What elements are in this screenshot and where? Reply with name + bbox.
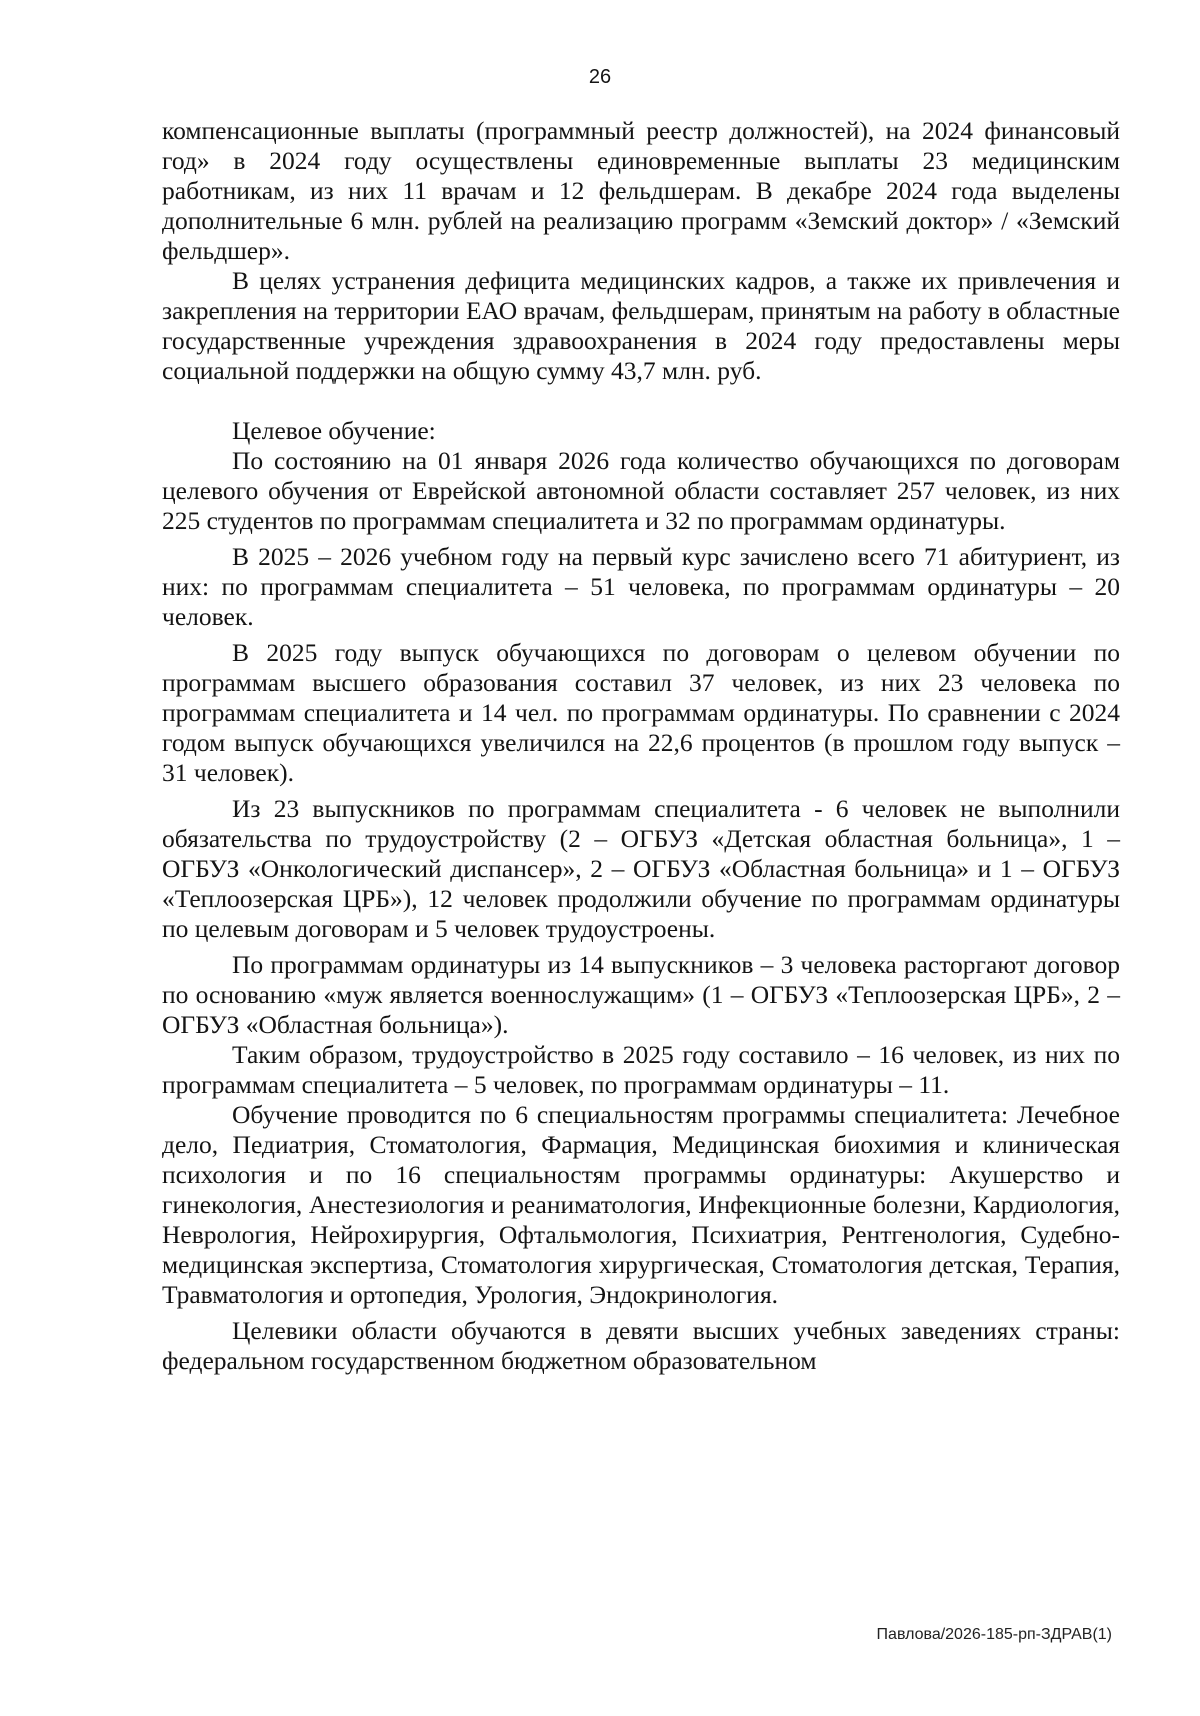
paragraph-employment-total: Таким образом, трудоустройство в 2025 году составило – 16 человек, из них по программам специалитета – 5 человек, по программам ординатуры – 11. xyxy=(162,1040,1120,1099)
paragraph-compensation-payments: компенсационные выплаты (программный реестр должностей), на 2024 финансовый год» в 2024 году осуществлены единовременные выплаты 23 медицинским работникам, из них 11 врачам и 12 фельдшерам. В декабре 2024 года выделены дополнительные 6 млн. рублей на реализацию программ «Земский доктор» / «Земский фельдшер». xyxy=(162,116,1120,265)
paragraph-enrollment: В 2025 – 2026 учебном году на первый курс зачислено всего 71 абитуриент, из них: по программам специалитета – 51 человека, по программам ординатуры – 20 человек. xyxy=(162,542,1120,631)
paragraph-social-support: В целях устранения дефицита медицинских кадров, а также их привлечения и закрепления на территории ЕАО врачам, фельдшерам, принятым на работу в областные государственные учреждения здравоохранения в 2024 году предоставлены меры социальной поддержки на общую сумму 43,7 млн. руб. xyxy=(162,266,1120,385)
paragraph-specialist-graduates: Из 23 выпускников по программам специалитета - 6 человек не выполнили обязательства по трудоустройству (2 – ОГБУЗ «Детская областная больница», 1 – ОГБУЗ «Онкологический диспансер», 2 – ОГБУЗ «Областная больница» и 1 – ОГБУЗ «Теплоозерская ЦРБ»), 12 человек продолжили обучение по программам ординатуры по целевым договорам и 5 человек трудоустроены. xyxy=(162,794,1120,943)
paragraph-residency-graduates: По программам ординатуры из 14 выпускников – 3 человека расторгают договор по основанию «муж является военнослужащим» (1 – ОГБУЗ «Теплоозерская ЦРБ», 2 – ОГБУЗ «Областная больница»). xyxy=(162,950,1120,1039)
paragraph-specialties: Обучение проводится по 6 специальностям программы специалитета: Лечебное дело, Педиатрия, Стоматология, Фармация, Медицинская биохимия и клиническая психология и по 16 специальностям программы ординатуры: Акушерство и гинекология, Анестезиология и реаниматология, Инфекционные болезни, Кардиология, Неврология, Нейрохирургия, Офтальмология, Психиатрия, Рентгенология, Судебно-медицинская экспертиза, Стоматология хирургическая, Стоматология детская, Терапия, Травматология и ортопедия, Урология, Эндокринология. xyxy=(162,1100,1120,1309)
document-footer-code: Павлова/2026-185-рп-ЗДРАВ(1) xyxy=(876,1626,1112,1643)
document-body xyxy=(162,116,1120,1376)
section-heading-targeted-training: Целевое обучение: xyxy=(232,416,436,445)
paragraph-graduates: В 2025 году выпуск обучающихся по договорам о целевом обучении по программам высшего образования составил 37 человек, из них 23 человека по программам специалитета и 14 чел. по программам ординатуры. По сравнении с 2024 годом выпуск обучающихся увеличился на 22,6 процентов (в прошлом году выпуск – 31 человек). xyxy=(162,638,1120,787)
paragraph-universities: Целевики области обучаются в девяти высших учебных заведениях страны: федеральном государственном бюджетном образовательном xyxy=(162,1316,1120,1375)
paragraph-students-count: По состоянию на 01 января 2026 года количество обучающихся по договорам целевого обучения от Еврейской автономной области составляет 257 человек, из них 225 студентов по программам специалитета и 32 по программам ординатуры. xyxy=(162,446,1120,535)
page-number: 26 xyxy=(588,66,612,88)
